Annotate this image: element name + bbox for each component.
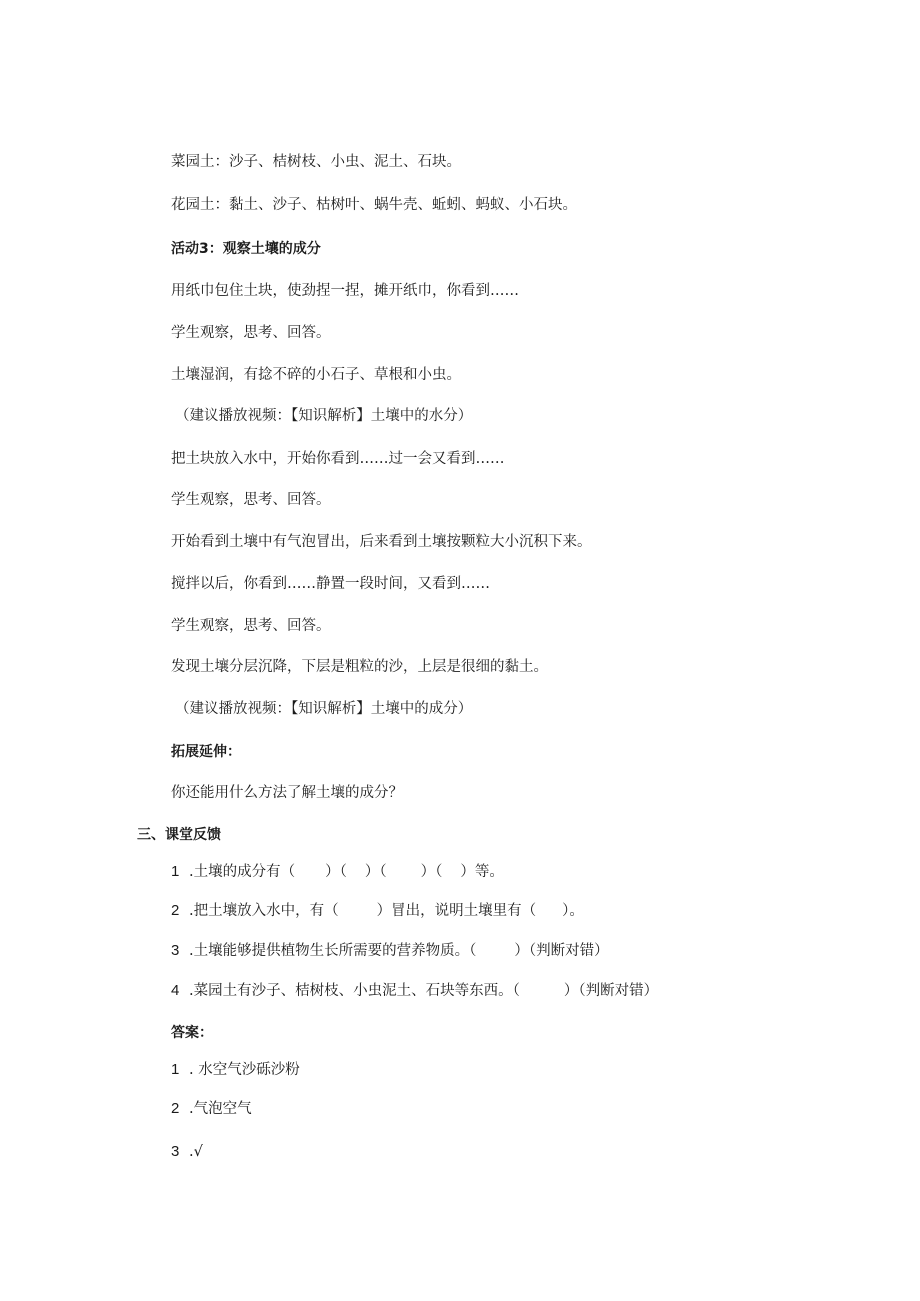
- answer-text: .气泡空气: [189, 1101, 252, 1117]
- question-text: .把土壤放入水中，有（: [189, 903, 339, 919]
- feedback-question-1: 1 .土壤的成分有（ ）（ ）（ ）（ ）等。: [171, 863, 504, 880]
- feedback-question-4: 4 .菜园土有沙子、桔树枝、小虫泥土、石块等东西。（ ）（判断对错）: [171, 982, 659, 999]
- activity3-observe1: 学生观察，思考、回答。: [171, 325, 331, 341]
- activity3-heading: 活动3：观察土壤的成分: [171, 241, 321, 257]
- extension-question: 你还能用什么方法了解土壤的成分？: [171, 785, 403, 801]
- answer-text: .√: [189, 1144, 203, 1160]
- question-text: .土壤能够提供植物生长所需要的营养物质。（: [189, 943, 477, 959]
- answers-heading: 答案：: [171, 1025, 213, 1041]
- activity3-video2: （建议播放视频：【知识解析】土壤中的成分）: [175, 701, 473, 717]
- answer-2: [171, 1099, 252, 1119]
- activity3-result1: 土壤湿润，有捻不碎的小石子、草根和小虫。: [171, 367, 461, 383]
- question-number: 4: [171, 982, 180, 999]
- activity3-step3: 搅拌以后，你看到……静置一段时间，又看到……: [171, 576, 490, 592]
- flower-soil-line: 花园土：黏土、沙子、枯树叶、蜗牛壳、蚯蚓、蚂蚁、小石块。: [171, 197, 577, 213]
- activity3-observe2: 学生观察，思考、回答。: [171, 492, 331, 508]
- extension-heading: 拓展延伸：: [171, 744, 241, 760]
- activity3-step2: 把土块放入水中，开始你看到……过一会又看到……: [171, 451, 505, 467]
- question-text: .菜园土有沙子、桔树枝、小虫泥土、石块等东西。（: [189, 983, 520, 999]
- activity3-observe3: 学生观察，思考、回答。: [171, 618, 331, 634]
- activity3-step1: 用纸巾包住土块，使劲捏一捏，摊开纸巾，你看到……: [171, 283, 519, 299]
- question-text: .土壤的成分有（: [189, 864, 296, 880]
- activity3-result3: 发现土壤分层沉降，下层是粗粒的沙，上层是很细的黏土。: [171, 659, 548, 675]
- activity3-result2: 开始看到土壤中有气泡冒出，后来看到土壤按颗粒大小沉积下来。: [171, 534, 592, 550]
- activity3-video1: （建议播放视频：【知识解析】土壤中的水分）: [175, 408, 473, 424]
- answer-1: [171, 1060, 300, 1080]
- answer-number: 1: [171, 1061, 180, 1078]
- feedback-question-3: 3 .土壤能够提供植物生长所需要的营养物质。（ ）（判断对错）: [171, 942, 609, 959]
- answer-text: . 水空气沙砾沙粉: [189, 1062, 300, 1078]
- answer-3: [171, 1142, 203, 1162]
- vegetable-soil-line: 菜园土：沙子、桔树枝、小虫、泥土、石块。: [171, 154, 461, 170]
- feedback-heading: 三、课堂反馈: [137, 827, 221, 843]
- question-number: 2: [171, 902, 180, 919]
- question-number: 1: [171, 863, 180, 880]
- question-number: 3: [171, 942, 180, 959]
- answer-number: 3: [171, 1143, 180, 1160]
- answer-number: 2: [171, 1100, 180, 1117]
- feedback-question-2: 2 .把土壤放入水中，有（ ）冒出，说明土壤里有（ ）。: [171, 902, 584, 919]
